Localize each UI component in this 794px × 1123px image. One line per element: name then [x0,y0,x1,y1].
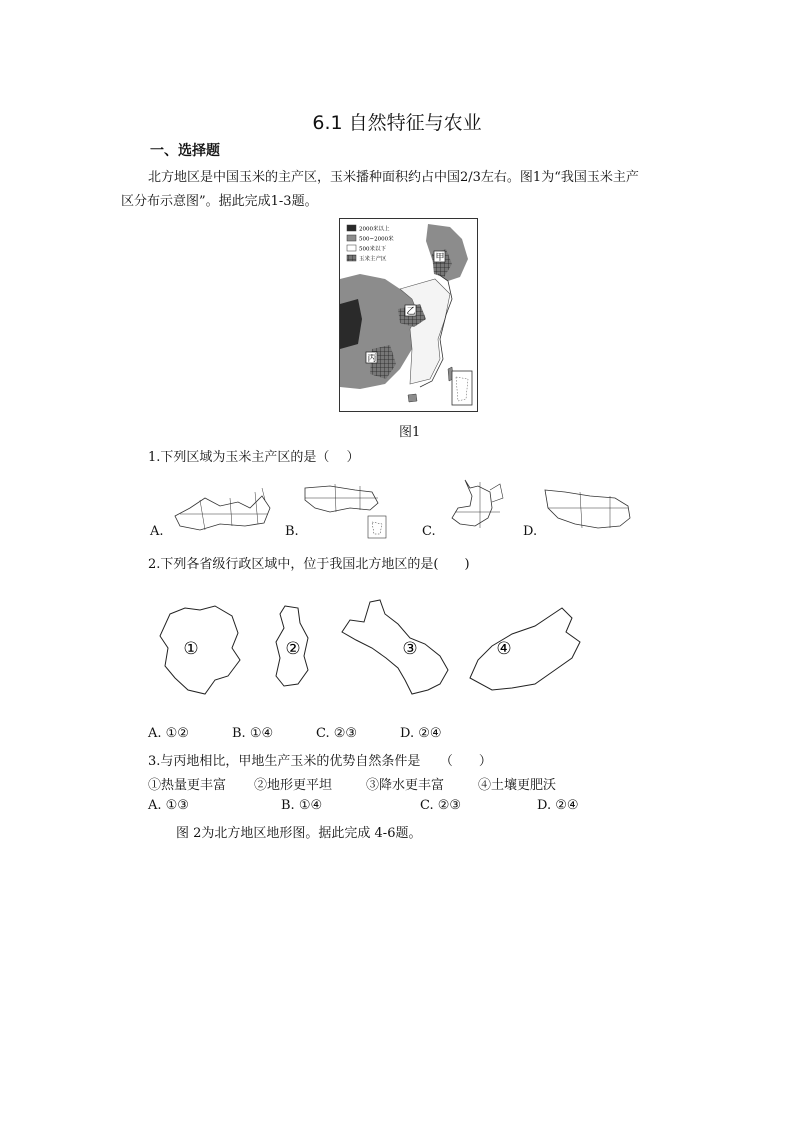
intro-line-2: 区分布示意图”。据此完成1-3题。 [121,194,318,209]
q3-stem: 3.与丙地相比，甲地生产玉米的优势自然条件是 （ ） [148,754,492,769]
q1-option-c[interactable]: C. [422,524,436,539]
q3-condition-4: ④土壤更肥沃 [478,778,557,793]
q1-option-maps [0,478,794,538]
q2-shape-3 [342,600,448,694]
q2-shape-label-2: ② [285,639,301,659]
q3-option-c[interactable]: C. ②③ [420,798,462,813]
figure-1-map [339,218,478,412]
q2-option-c[interactable]: C. ②③ [316,726,358,741]
q1-option-a[interactable]: A. [150,524,164,539]
q2-option-d[interactable]: D. ②④ [400,726,442,741]
legend-swatch-mid [347,235,356,241]
legend-swatch-high [347,225,356,231]
q2-shape-1 [160,606,240,694]
q3-condition-3: ③降水更丰富 [366,778,445,793]
q2-option-a[interactable]: A. ①② [148,726,189,741]
q1-option-d[interactable]: D. [523,524,538,539]
legend-swatch-corn [347,255,356,261]
label-yi: 乙 [406,307,416,317]
q2-shape-4 [470,608,580,690]
q4-6-intro-note: 图 2为北方地区地形图。据此完成 4-6题。 [176,826,422,841]
q1-stem: 1.下列区域为玉米主产区的是（ ） [148,450,360,465]
section-heading: 一、选择题 [150,143,220,159]
legend-swatch-low [347,245,356,251]
q2-province-shapes [0,598,794,708]
q2-option-b[interactable]: B. ①④ [232,726,274,741]
legend-label-high: 2000米以上 [359,226,390,233]
legend-label-mid: 500~2000米 [359,236,394,243]
intro-line-1: 北方地区是中国玉米的主产区，玉米播种面积约占中国2/3左右。图1为“我国玉米主产 [148,170,639,185]
q1-map-a [175,488,270,530]
q1-map-b [305,484,386,538]
q1-option-b[interactable]: B. [285,524,299,539]
q2-shape-label-3: ③ [402,639,418,659]
q1-map-c [452,480,503,528]
q3-option-b[interactable]: B. ①④ [281,798,323,813]
q2-stem: 2.下列各省级行政区域中，位于我国北方地区的是( ) [148,557,470,572]
page-title: 6.1 自然特征与农业 [312,112,482,134]
figure-1-caption: 图1 [399,425,421,440]
q3-condition-1: ①热量更丰富 [148,778,227,793]
q3-option-d[interactable]: D. ②④ [537,798,579,813]
legend-label-corn: 玉米主产区 [359,256,387,263]
q1-map-d [545,490,630,528]
label-jia: 甲 [435,253,445,263]
label-bing: 丙 [367,354,377,364]
q2-shape-label-1: ① [183,639,199,659]
q3-condition-2: ②地形更平坦 [254,778,333,793]
q2-shape-label-4: ④ [496,639,512,659]
legend-label-low: 500米以下 [359,246,386,253]
q3-option-a[interactable]: A. ①③ [148,798,189,813]
hainan-island [408,394,417,402]
